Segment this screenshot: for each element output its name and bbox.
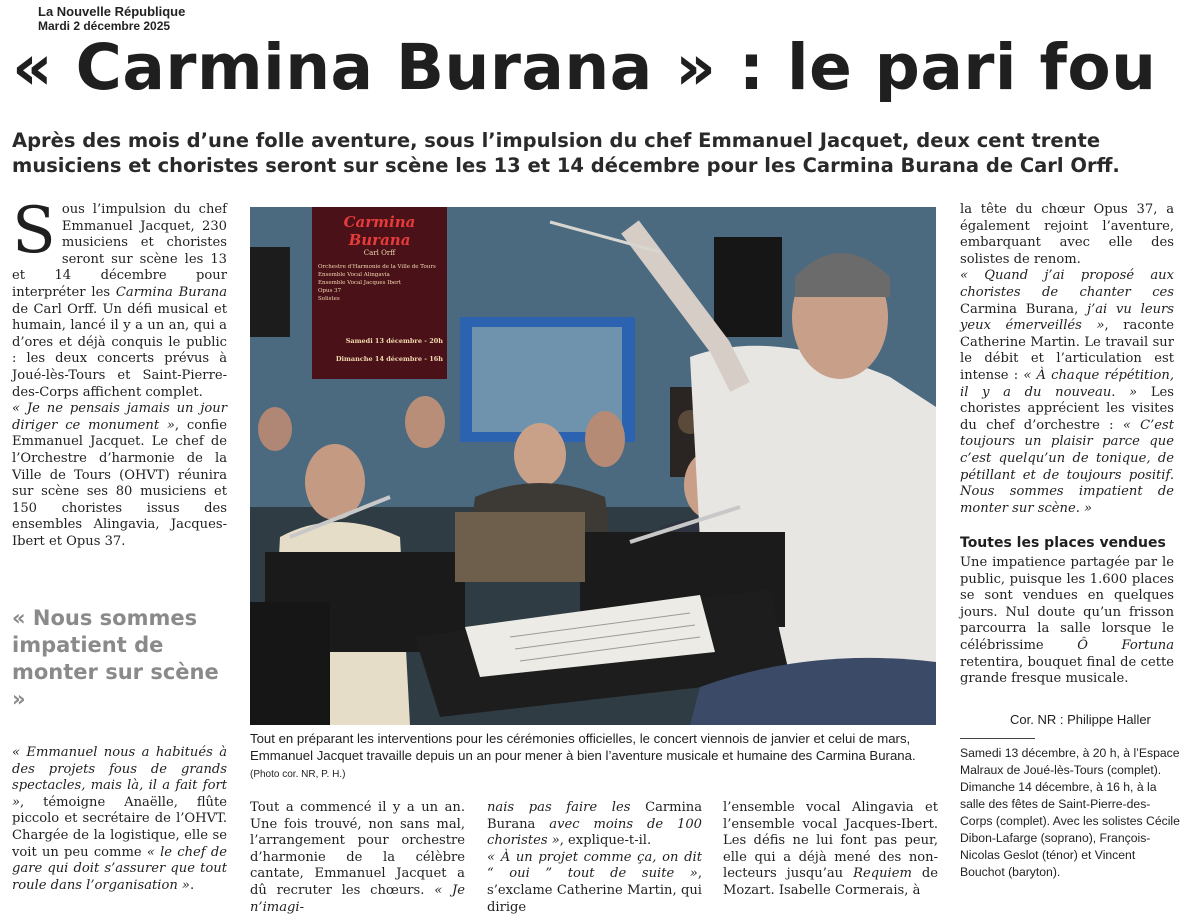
issue-date: Mardi 2 décembre 2025 [38,19,171,33]
poster-composer: Carl Orff [363,249,396,257]
article-column-2: Tout a commencé il y a un an. Une fois trouvé, non sans mal, l’arrangement pour orchestre d’harmonie de la célèbre cantate, Emmanuel Jacquet a dû recruter les chœurs. « Je n’imagi- [250,800,465,915]
article-column-3: nais pas faire les Carmina Burana avec moins de 100 choristes », explique-t-il. « À un projet comme ça, on dit “ oui ” tout de suite », s’exclame Catherine Martin, qui dirige [487,800,703,915]
photo-caption [250,730,940,783]
poster-date-2: Dimanche 14 décembre - 16h [335,355,443,363]
article-column-4: l’ensemble vocal Alingavia et l’ensemble vocal Jacques-Ibert. Les défis ne lui font pas peur, elle qui a déjà mené des non-lecteurs jusqu’au Requiem de Mozart. Isabelle Cormerais, à [723,800,938,898]
pull-quote: « Nous sommes impatient de monter sur scène » [12,606,219,711]
newspaper-name: La Nouvelle République [38,4,186,19]
poster-title: Carmina Burana [343,213,416,249]
concert-poster [312,207,447,379]
poster-date-1: Samedi 13 décembre - 20h [345,337,443,345]
article-column-5-bottom: Une impatience partagée par le public, puisque les 1.600 places se sont vendues en quelques jours. Nul doute qu’un frisson parcourra la salle lorsque le célébrissime Ô Fortuna retentira, bouquet final de cette grande fresque musicale. [960,555,1174,687]
photo-credit: (Photo cor. NR, P. H.) [250,769,346,780]
byline: Cor. NR : Philippe Haller [1010,712,1151,727]
caption-text: Tout en préparant les interventions pour les cérémonies officielles, le concert viennois de janvier et celui de mars, Emmanuel Jacquet travaille depuis un an pour mener à bien l’aventure musicale et humaine des Carmina Burana. [250,731,916,763]
article-column-5: la tête du chœur Opus 37, a également rejoint l’aventure, embarquant avec elle des solistes de renom. « Quand j’ai proposé aux choristes de chanter ces Carmina Burana, j’ai vu leurs yeux émerveillés », raconte Catherine Martin. Le travail sur le débit et l’articulation est intense : « À chaque répétition, il y a du nouveau. » Les choristes apprécient les visites du chef d’orchestre : « C’est toujours un plaisir parce que c’est quelqu’un de tonique, de pétillant et de toujours positif. Nous sommes impatient de monter sur scène. » [960,202,1175,516]
rehearsal-photo [250,207,936,725]
standfirst: Après des mois d’une folle aventure, sous l’impulsion du chef Emmanuel Jacquet, deux cent trente musiciens et choristes seront sur scène les 13 et 14 décembre pour les Carmina Burana de Carl Orff. [12,129,1120,177]
subheading: Toutes les places vendues [960,535,1166,551]
poster-line: Ensemble Vocal Jacques Ibert [318,280,402,286]
article-column-1: Sous l’impulsion du chef Emmanuel Jacquet, 230 musiciens et choristes seront sur scène les 13 et 14 décembre pour interpréter les Carmina Burana de Carl Orff. Un défi musical et humain, lancé il y a un an, qui a d’ores et déjà conquis le public : les deux concerts prévus à Joué-lès-Tours et Saint-Pierre-des-Corps affichent complet. « Je ne pensais jamais un jour diriger ce monument », confie Emmanuel Jacquet. Le chef de l’Orchestre d’harmonie de la Ville de Tours (OHVT) réunira sur scène ses 80 musiciens et 150 choristes issus des ensembles Alingavia, Jacques-Ibert et Opus 37. [12,194,227,549]
divider [960,738,1035,739]
poster-line: Ensemble Vocal Alingavia [318,272,390,278]
drop-cap: S [12,194,56,268]
headline: « Carmina Burana » : le pari fou [12,31,1157,104]
concert-info-box: Samedi 13 décembre, à 20 h, à l’Espace Malraux de Joué-lès-Tours (complet). Dimanche 14 décembre, à 16 h, à la salle des fêtes de Saint-Pierre-des-Corps (complet). Avec les solistes Cécile Dibon-Lafarge (soprano), François-Nicolas Geslot (ténor) et Vincent Bouchot (baryton). [960,746,1180,879]
article-column-1-bottom: « Emmanuel nous a habitués à des projets fous de grands spectacles, mais là, il a fait fort », témoigne Anaëlle, flûte piccolo et secrétaire de l’OHVT. Chargée de la logistique, elle se voit un peu comme « le chef de gare qui doit s’assurer que tout roule dans l’organisation ». [12,745,227,893]
poster-line: Orchestre d'Harmonie de la Ville de Tours [318,264,436,270]
poster-line: Solistes [318,296,340,302]
poster-line: Opus 37 [318,288,342,294]
